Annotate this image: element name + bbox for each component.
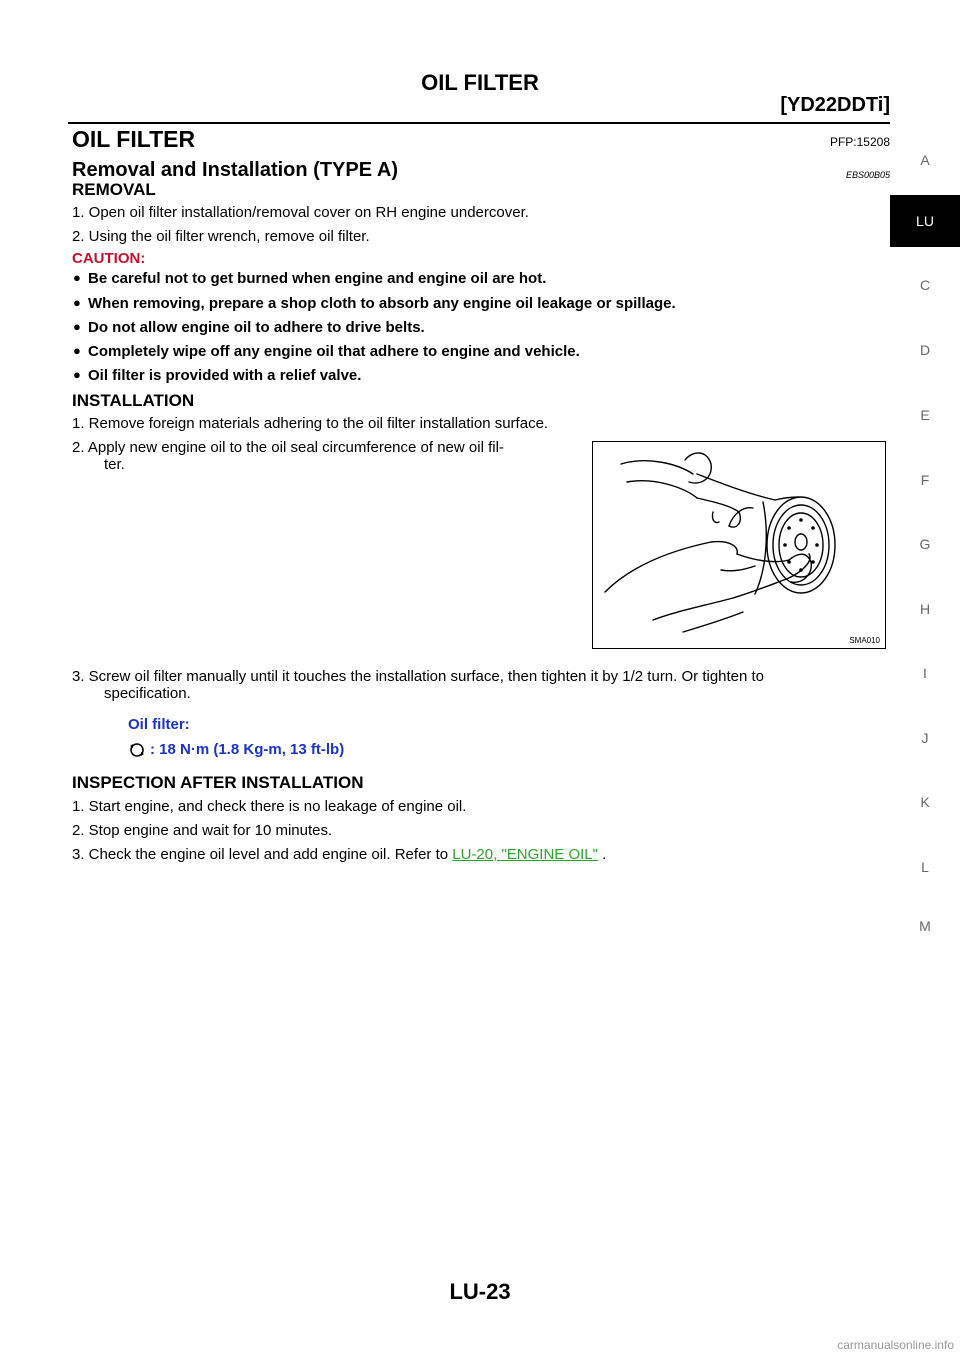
index-tab-d[interactable]: D [919,342,931,358]
index-tab-lu[interactable]: LU [890,195,960,247]
oil-filter-figure [592,441,886,649]
installation-step-1: 1. Remove foreign materials adhering to the oil filter installation surface. [72,415,549,432]
inspection-step-2: 2. Stop engine and wait for 10 minutes. [72,822,333,839]
bullet-icon: ● [73,295,81,310]
installation-heading: INSTALLATION [72,391,195,410]
installation-step-3-cont: specification. [104,685,191,702]
inspection-step-3: 3. Check the engine oil level and add engine oil. Refer to LU-20, "ENGINE OIL" . [72,846,607,863]
index-tab-i[interactable]: I [923,665,927,681]
subsection-title: Removal and Installation (TYPE A) [72,159,398,181]
torque-icon [128,741,146,764]
index-tab-a[interactable]: A [920,152,930,168]
index-tab-f[interactable]: F [920,472,930,488]
index-tab-l[interactable]: L [921,859,929,875]
engine-oil-reference-link[interactable]: LU-20, "ENGINE OIL" [452,846,598,863]
caution-item: ● Oil filter is provided with a relief valve. [73,367,362,384]
caution-item: ● Do not allow engine oil to adhere to drive belts. [73,319,425,336]
removal-step-2: 2. Using the oil filter wrench, remove oil filter. [72,228,370,245]
bullet-icon: ● [73,343,81,358]
caution-label: CAUTION: [72,250,146,267]
inspection-step-1: 1. Start engine, and check there is no leakage of engine oil. [72,798,467,815]
bullet-icon: ● [73,367,81,382]
subsection-code: EBS00B05 [845,170,890,180]
header-divider [68,122,890,124]
bullet-icon: ● [73,319,81,334]
installation-step-2: 2. Apply new engine oil to the oil seal circumference of new oil fil- [72,439,504,456]
index-tab-g[interactable]: G [919,536,931,552]
removal-step-1: 1. Open oil filter installation/removal cover on RH engine undercover. [72,204,529,221]
figure-label: SMA010 [849,636,880,645]
index-tab-h[interactable]: H [919,601,931,617]
torque-spec: : 18 N·m (1.8 Kg-m, 13 ft-lb) [150,741,345,758]
index-tab-c[interactable]: C [919,277,931,293]
installation-step-3: 3. Screw oil filter manually until it touches the installation surface, then tighten it by 1/2 turn. Or tighten to [72,668,765,685]
section-index-sidebar [890,0,960,1358]
caution-item: ● When removing, prepare a shop cloth to absorb any engine oil leakage or spillage. [73,295,676,312]
spec-label: Oil filter: [128,716,190,733]
inspection-heading: INSPECTION AFTER INSTALLATION [72,773,364,792]
page-header-title: OIL FILTER [421,70,539,95]
section-code: PFP:15208 [829,135,890,149]
index-tab-k[interactable]: K [920,794,930,810]
bullet-icon: ● [73,270,81,285]
section-title: OIL FILTER [72,126,196,152]
model-code: [YD22DDTi] [780,94,890,116]
removal-heading: REMOVAL [72,180,156,199]
watermark: carmanualsonline.info [837,1338,954,1352]
page-number: LU-23 [449,1279,511,1304]
caution-item: ● Completely wipe off any engine oil that adhere to engine and vehicle. [73,343,580,360]
caution-item: ● Be careful not to get burned when engine and engine oil are hot. [73,270,547,287]
index-tab-e[interactable]: E [920,407,930,423]
index-tab-j[interactable]: J [921,730,929,746]
hands-holding-filter-illustration [593,442,885,648]
installation-step-2-cont: ter. [104,456,125,473]
index-tab-m[interactable]: M [919,918,931,934]
